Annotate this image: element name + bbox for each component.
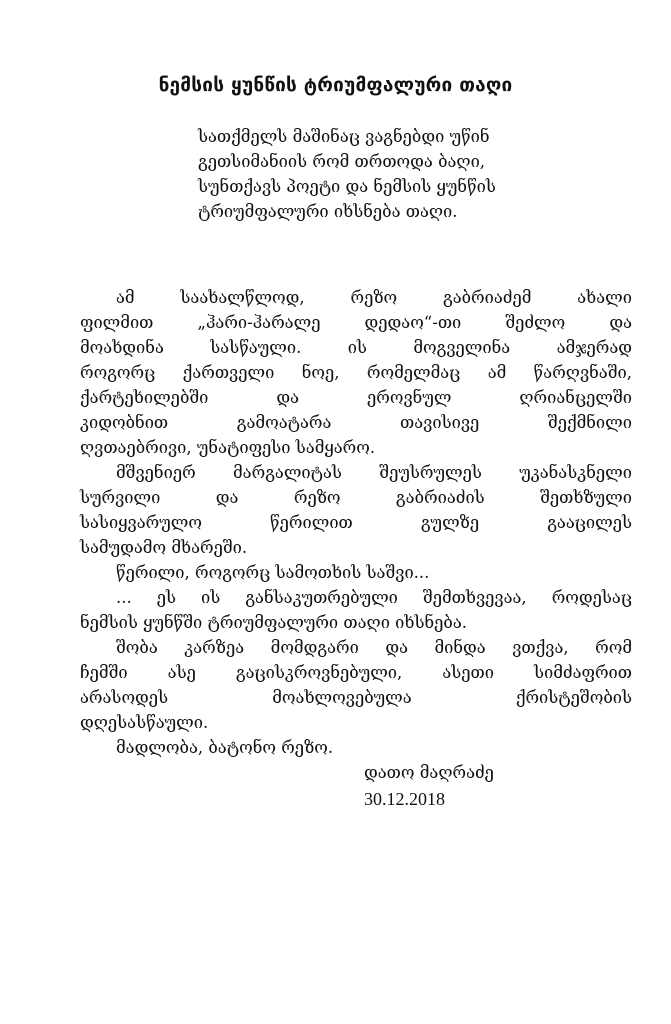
- paragraph: [80, 735, 632, 760]
- paragraph-line: შობა კარზეა მომდგარი და მინდა ვთქვა, რომ: [116, 638, 632, 657]
- paragraph-line: ღვთაებრივი, უნატიფესი სამყარო.: [80, 438, 376, 457]
- paragraph: [80, 460, 632, 560]
- paragraph-line: არასოდეს მოახლოვებულა ქრისტეშობის: [80, 688, 632, 707]
- paragraph-line: ჩემში ასე გაცისკროვნებული, ასეთი სიმძაფრით: [80, 663, 632, 682]
- document-title: ნემსის ყუნწის ტრიუმფალური თაღი: [158, 74, 513, 96]
- paragraph-line: წერილი, როგორც სამოთხის საშვი...: [116, 563, 430, 582]
- paragraph: [80, 635, 632, 735]
- document-body: [80, 285, 632, 760]
- paragraph-line: სასიყვარულო წერილით გულზე გააცილეს: [80, 513, 632, 532]
- paragraph-line: მშვენიერ მარგალიტას შეუსრულეს უკანასკნელი: [116, 463, 632, 482]
- signature-block: [364, 760, 494, 812]
- epigraph-line: ტრიუმფალური იხსნება თაღი.: [198, 202, 458, 221]
- signature-author: დათო მაღრაძე: [364, 763, 494, 782]
- paragraph-line: დღესასწაული.: [80, 713, 209, 732]
- epigraph: [198, 124, 598, 224]
- epigraph-line: სათქმელს მაშინაც ვაგნებდი უწინ: [198, 127, 490, 146]
- paragraph-line: ნემსის ყუნწში ტრიუმფალური თაღი იხსნება.: [80, 613, 468, 632]
- paragraph-line: სურვილი და რეზო გაბრიაძის შეთხზული: [80, 488, 632, 507]
- paragraph-line: სამუდამო მხარეში.: [80, 538, 248, 557]
- paragraph-line: როგორც ქართველი ნოე, რომელმაც ამ წარღვნაში,: [80, 363, 632, 382]
- epigraph-line: სუნთქავს პოეტი და ნემსის ყუნწის: [198, 177, 496, 196]
- signature-date: 30.12.2018: [364, 789, 445, 809]
- paragraph: [80, 285, 632, 460]
- paragraph-line: ფილმით „ჰარი-ჰარალე დედაო“-თი შეძლო და: [80, 313, 632, 332]
- paragraph-line: კიდობნით გამოატარა თავისივე შექმნილი: [80, 413, 632, 432]
- paragraph-line: მოახდინა სასწაული. ის მოგველინა ამჯერად: [80, 338, 632, 357]
- paragraph-line: ... ეს ის განსაკუთრებული შემთხვევაა, როდესაც: [116, 588, 632, 607]
- paragraph: [80, 560, 632, 585]
- paragraph-line: ქარტეხილებში და ეროვნულ ღრიანცელში: [80, 388, 632, 407]
- paragraph-line: ამ საახალწლოდ, რეზო გაბრიაძემ ახალი: [116, 288, 632, 307]
- epigraph-line: გეთსიმანიის რომ თრთოდა ბაღი,: [198, 152, 486, 171]
- paragraph: [80, 585, 632, 635]
- paragraph-line: მადლობა, ბატონო რეზო.: [116, 738, 334, 757]
